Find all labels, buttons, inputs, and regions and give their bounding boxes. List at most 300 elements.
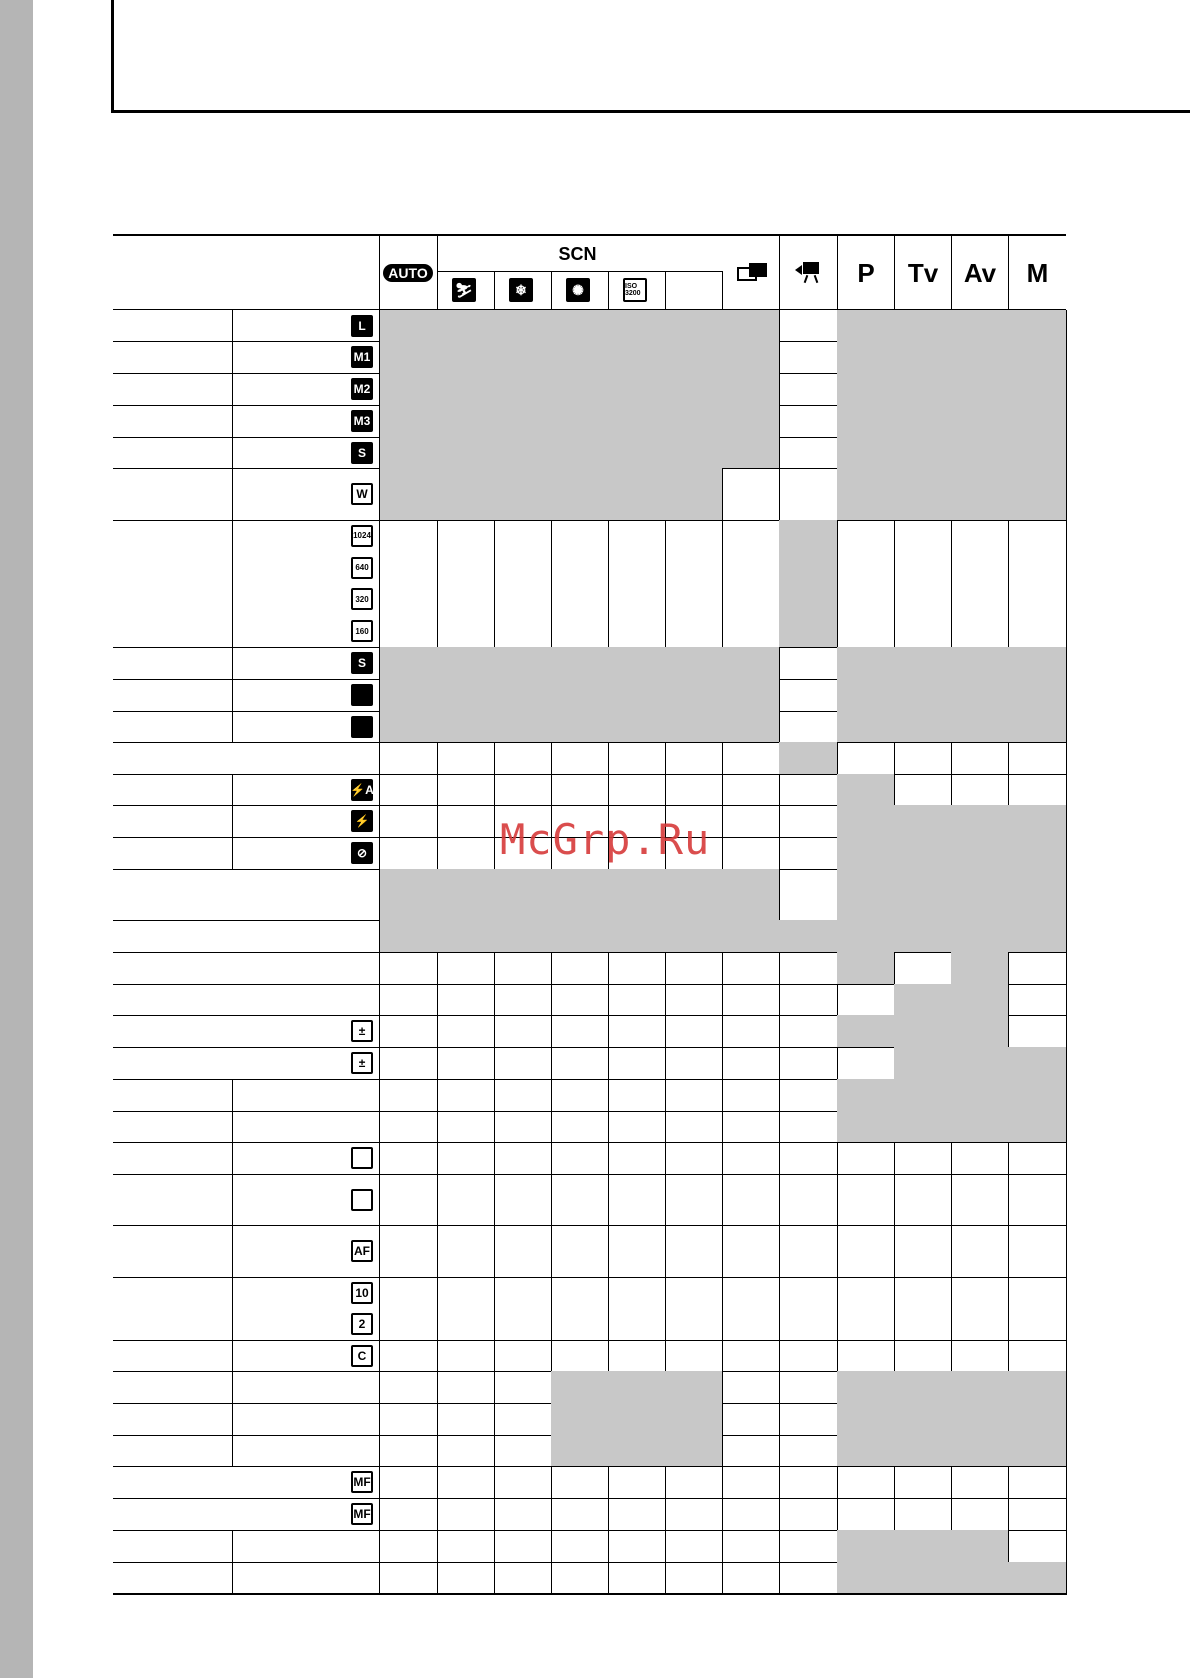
table-cell — [779, 920, 838, 953]
table-cell — [437, 1047, 495, 1080]
row-divider — [113, 805, 379, 806]
table-cell — [379, 468, 438, 521]
table-cell — [779, 1079, 838, 1112]
table-cell — [722, 1530, 780, 1563]
table-cell — [551, 1047, 609, 1080]
table-cell — [379, 647, 438, 680]
table-cell — [779, 1225, 838, 1278]
table-cell — [437, 405, 495, 438]
table-cell — [722, 1174, 780, 1226]
table-cell — [665, 373, 723, 406]
table-cell — [779, 310, 838, 342]
row-divider — [113, 774, 379, 775]
row-divider — [113, 1435, 379, 1436]
table-cell — [379, 1498, 438, 1531]
table-cell — [608, 1466, 666, 1499]
table-cell — [722, 1498, 780, 1531]
table-cell — [779, 1111, 838, 1143]
table-cell — [551, 405, 609, 438]
table-cell — [951, 1435, 1009, 1467]
table-cell — [494, 774, 552, 806]
column-divider — [232, 1079, 233, 1142]
table-cell — [894, 679, 952, 712]
table-cell — [894, 984, 952, 1016]
table-cell — [494, 1047, 552, 1080]
sports-icon: ⛷ — [452, 278, 476, 302]
table-cell — [437, 1530, 495, 1563]
table-cell — [1008, 1015, 1067, 1048]
column-divider — [437, 234, 438, 310]
auto-icon: AUTO — [383, 264, 432, 282]
table-cell — [494, 1111, 552, 1143]
table-cell — [894, 468, 952, 521]
table-cell — [437, 1340, 495, 1372]
table-cell — [1008, 679, 1067, 712]
column-divider — [232, 310, 233, 647]
table-cell — [837, 711, 895, 743]
table-cell — [951, 437, 1009, 469]
table-cell — [779, 1015, 838, 1048]
table-cell — [379, 1371, 438, 1404]
snow-icon: ❄ — [509, 278, 533, 302]
table-cell — [551, 1079, 609, 1112]
table-cell — [437, 1466, 495, 1499]
column-divider — [608, 271, 609, 310]
table-cell — [437, 1435, 495, 1467]
table-cell — [951, 1111, 1009, 1143]
stitch-assist-icon — [737, 263, 765, 279]
table-cell — [551, 1142, 609, 1175]
table-cell — [665, 1530, 723, 1563]
table-cell — [437, 520, 495, 648]
table-cell — [494, 1142, 552, 1175]
table-cell — [894, 405, 952, 438]
table-cell — [951, 679, 1009, 712]
table-cell — [837, 1403, 895, 1436]
column-divider — [379, 234, 380, 310]
column-divider — [232, 1530, 233, 1594]
mode-row-icon: 10 — [351, 1282, 373, 1304]
table-cell — [551, 742, 609, 775]
table-cell — [1008, 805, 1067, 838]
table-cell — [951, 711, 1009, 743]
table-cell — [894, 1498, 952, 1531]
table-cell — [779, 1174, 838, 1226]
table-cell — [894, 1403, 952, 1436]
table-cell — [551, 310, 609, 342]
table-cell — [1008, 984, 1067, 1016]
table-cell — [551, 647, 609, 680]
table-cell — [1008, 1047, 1067, 1080]
table-cell — [894, 373, 952, 406]
table-cell — [837, 1466, 895, 1499]
table-cell — [494, 341, 552, 374]
table-cell — [722, 1225, 780, 1278]
table-cell — [894, 837, 952, 870]
table-cell — [608, 1498, 666, 1531]
row-divider — [113, 1111, 379, 1112]
row-divider — [113, 405, 379, 406]
table-cell — [665, 774, 723, 806]
table-cell — [894, 1111, 952, 1143]
table-cell — [665, 1174, 723, 1226]
column-divider — [232, 647, 233, 742]
table-cell — [894, 1435, 952, 1467]
table-cell — [837, 805, 895, 838]
table-cell — [437, 1562, 495, 1595]
row-divider — [113, 1015, 379, 1016]
table-cell — [437, 774, 495, 806]
table-cell — [551, 711, 609, 743]
table-cell — [437, 341, 495, 374]
table-cell — [837, 679, 895, 712]
table-cell — [608, 711, 666, 743]
table-cell — [951, 1340, 1009, 1372]
table-cell — [379, 373, 438, 406]
row-divider — [113, 1174, 379, 1175]
table-cell — [437, 742, 495, 775]
table-cell — [951, 405, 1009, 438]
table-cell — [779, 952, 838, 985]
table-cell — [608, 1530, 666, 1563]
mode-row-icon: ⊘ — [351, 842, 373, 864]
table-cell — [722, 774, 780, 806]
table-cell — [437, 1277, 495, 1341]
table-cell — [437, 1371, 495, 1404]
table-cell — [894, 1079, 952, 1112]
table-cell — [437, 952, 495, 985]
mode-row-icon: ⚡ — [351, 810, 373, 832]
table-cell — [665, 310, 723, 342]
table-cell — [494, 310, 552, 342]
table-cell — [837, 837, 895, 870]
table-cell — [379, 805, 438, 838]
table-cell — [951, 1079, 1009, 1112]
table-cell — [722, 647, 780, 680]
row-divider — [113, 437, 379, 438]
column-divider — [1008, 234, 1009, 310]
table-cell — [494, 405, 552, 438]
row-divider — [113, 711, 379, 712]
row-divider — [437, 271, 722, 272]
table-cell — [665, 679, 723, 712]
table-cell — [1008, 1225, 1067, 1278]
table-cell — [551, 341, 609, 374]
table-cell — [894, 1466, 952, 1499]
table-cell — [608, 1079, 666, 1112]
table-cell — [551, 774, 609, 806]
mode-row-icon: ⚡A — [351, 779, 373, 801]
table-cell — [951, 952, 1009, 985]
table-cell — [1008, 1530, 1067, 1563]
table-cell — [837, 952, 895, 985]
table-cell — [1008, 1498, 1067, 1531]
table-cell — [779, 1530, 838, 1563]
table-cell — [437, 1225, 495, 1278]
table-cell — [551, 373, 609, 406]
table-cell — [608, 952, 666, 985]
table-cell — [665, 1435, 723, 1467]
table-cell — [665, 1047, 723, 1080]
table-cell — [665, 468, 723, 521]
table-cell — [437, 1015, 495, 1048]
table-cell — [437, 1174, 495, 1226]
iso-3200-icon: ISO 3200 — [623, 278, 647, 302]
table-cell — [608, 1371, 666, 1404]
table-cell — [837, 1371, 895, 1404]
table-cell — [1008, 837, 1067, 870]
table-cell — [722, 1340, 780, 1372]
table-cell — [665, 1466, 723, 1499]
table-cell — [494, 1340, 552, 1372]
table-cell — [837, 1277, 895, 1341]
table-cell — [437, 1403, 495, 1436]
table-cell — [894, 1277, 952, 1341]
table-cell — [837, 468, 895, 521]
table-cell — [379, 920, 438, 953]
table-cell — [494, 1562, 552, 1595]
table-cell — [722, 1403, 780, 1436]
column-divider — [232, 774, 233, 869]
table-cell — [1008, 952, 1067, 985]
table-cell — [665, 1498, 723, 1531]
table-cell — [1008, 1142, 1067, 1175]
table-cell — [608, 1403, 666, 1436]
table-cell — [894, 742, 952, 775]
table-cell — [779, 1047, 838, 1080]
mode-row-icon: ± — [351, 1052, 373, 1074]
m-mode-header: M — [1026, 257, 1049, 288]
table-cell — [722, 711, 780, 743]
table-cell — [665, 1403, 723, 1436]
table-cell — [722, 679, 780, 712]
table-cell — [494, 373, 552, 406]
table-cell — [951, 341, 1009, 374]
table-cell — [494, 437, 552, 469]
table-cell — [1008, 1435, 1067, 1467]
table-cell — [608, 373, 666, 406]
table-cell — [894, 1174, 952, 1226]
table-cell — [379, 520, 438, 648]
table-cell — [494, 711, 552, 743]
mode-row-icon: C — [351, 1345, 373, 1367]
table-cell — [665, 1142, 723, 1175]
table-cell — [837, 742, 895, 775]
table-cell — [494, 920, 552, 953]
table-cell — [379, 1015, 438, 1048]
table-cell — [951, 774, 1009, 806]
table-cell — [722, 341, 780, 374]
table-cell — [608, 984, 666, 1016]
row-divider — [113, 984, 379, 985]
table-cell — [665, 437, 723, 469]
table-cell — [951, 1015, 1009, 1048]
table-cell — [722, 468, 780, 521]
mode-row-icon — [351, 716, 373, 738]
column-divider — [551, 271, 552, 310]
table-cell — [379, 1340, 438, 1372]
table-cell — [551, 1371, 609, 1404]
table-cell — [608, 341, 666, 374]
table-cell — [665, 341, 723, 374]
table-cell — [494, 742, 552, 775]
table-cell — [837, 437, 895, 469]
table-cell — [894, 1142, 952, 1175]
mode-row-icon: ± — [351, 1020, 373, 1042]
table-cell — [779, 1371, 838, 1404]
table-cell — [837, 1174, 895, 1226]
table-cell — [379, 1562, 438, 1595]
table-cell — [665, 711, 723, 743]
table-cell — [779, 805, 838, 838]
table-cell — [437, 1498, 495, 1531]
table-cell — [1008, 468, 1067, 521]
table-cell — [722, 920, 780, 953]
table-cell — [837, 920, 895, 953]
table-cell — [665, 520, 723, 648]
table-cell — [779, 837, 838, 870]
table-cell — [951, 520, 1009, 648]
table-cell — [894, 647, 952, 680]
table-cell — [1008, 647, 1067, 680]
table-cell — [894, 1530, 952, 1563]
table-cell — [551, 1435, 609, 1467]
table-cell — [1008, 1079, 1067, 1112]
row-divider — [113, 1142, 379, 1143]
mode-row-icon — [351, 1189, 373, 1211]
table-cell — [437, 1142, 495, 1175]
row-divider — [113, 341, 379, 342]
table-cell — [379, 310, 438, 342]
table-cell — [551, 1466, 609, 1499]
table-cell — [551, 1498, 609, 1531]
table-cell — [551, 984, 609, 1016]
table-cell — [951, 373, 1009, 406]
mode-row-icon: 320 — [351, 588, 373, 610]
table-cell — [665, 1111, 723, 1143]
column-divider — [232, 1371, 233, 1466]
table-cell — [837, 1498, 895, 1531]
tv-mode-header: Tv — [907, 257, 939, 288]
table-cell — [722, 1047, 780, 1080]
table-cell — [665, 869, 723, 921]
table-cell — [379, 869, 438, 921]
table-cell — [722, 1466, 780, 1499]
table-cell — [608, 1015, 666, 1048]
table-cell — [665, 1371, 723, 1404]
table-cell — [1008, 869, 1067, 921]
table-cell — [494, 1530, 552, 1563]
table-cell — [951, 647, 1009, 680]
mode-row-icon: M2 — [351, 378, 373, 400]
row-divider — [113, 647, 379, 648]
table-cell — [779, 679, 838, 712]
table-cell — [779, 984, 838, 1016]
table-cell — [665, 1340, 723, 1372]
table-cell — [1008, 373, 1067, 406]
table-cell — [437, 373, 495, 406]
table-cell — [608, 405, 666, 438]
table-cell — [837, 1562, 895, 1595]
table-cell — [837, 1015, 895, 1048]
table-cell — [779, 468, 838, 521]
table-cell — [379, 711, 438, 743]
table-cell — [665, 1225, 723, 1278]
table-cell — [608, 310, 666, 342]
table-cell — [894, 1047, 952, 1080]
table-cell — [722, 742, 780, 775]
table-cell — [779, 437, 838, 469]
table-cell — [665, 1015, 723, 1048]
table-cell — [379, 1047, 438, 1080]
table-cell — [437, 920, 495, 953]
table-cell — [379, 1225, 438, 1278]
table-cell — [608, 468, 666, 521]
table-cell — [379, 1403, 438, 1436]
table-cell — [894, 711, 952, 743]
table-cell — [608, 1340, 666, 1372]
table-cell — [722, 373, 780, 406]
table-cell — [779, 373, 838, 406]
table-cell — [894, 310, 952, 342]
table-cell — [437, 647, 495, 680]
table-cell — [894, 437, 952, 469]
table-cell — [1008, 1562, 1067, 1595]
table-cell — [494, 1498, 552, 1531]
fireworks-icon: ✺ — [566, 278, 590, 302]
table-cell — [379, 1174, 438, 1226]
row-divider — [113, 468, 379, 469]
table-cell — [722, 1371, 780, 1404]
table-cell — [608, 1277, 666, 1341]
table-cell — [494, 1371, 552, 1404]
table-cell — [665, 920, 723, 953]
mode-row-icon: MF — [351, 1471, 373, 1493]
table-cell — [722, 310, 780, 342]
table-cell — [722, 520, 780, 648]
table-cell — [837, 520, 895, 648]
mode-row-icon — [351, 684, 373, 706]
table-cell — [1008, 1403, 1067, 1436]
table-cell — [1008, 1371, 1067, 1404]
table-cell — [665, 1079, 723, 1112]
table-cell — [837, 1435, 895, 1467]
table-cell — [894, 774, 952, 806]
table-cell — [379, 984, 438, 1016]
column-divider — [722, 271, 723, 310]
table-cell — [951, 1498, 1009, 1531]
table-cell — [494, 1079, 552, 1112]
table-cell — [379, 1530, 438, 1563]
table-cell — [722, 837, 780, 870]
row-divider — [113, 869, 379, 870]
mode-row-icon: 1024 — [351, 525, 373, 547]
table-cell — [379, 1277, 438, 1341]
table-cell — [494, 1277, 552, 1341]
row-divider — [113, 1277, 379, 1278]
table-cell — [894, 1340, 952, 1372]
table-cell — [837, 310, 895, 342]
table-cell — [437, 679, 495, 712]
table-cell — [551, 1111, 609, 1143]
table-cell — [665, 984, 723, 1016]
table-cell — [379, 437, 438, 469]
row-divider — [113, 679, 379, 680]
table-cell — [494, 520, 552, 648]
table-cell — [437, 984, 495, 1016]
mode-row-icon: S — [351, 442, 373, 464]
table-cell — [437, 437, 495, 469]
